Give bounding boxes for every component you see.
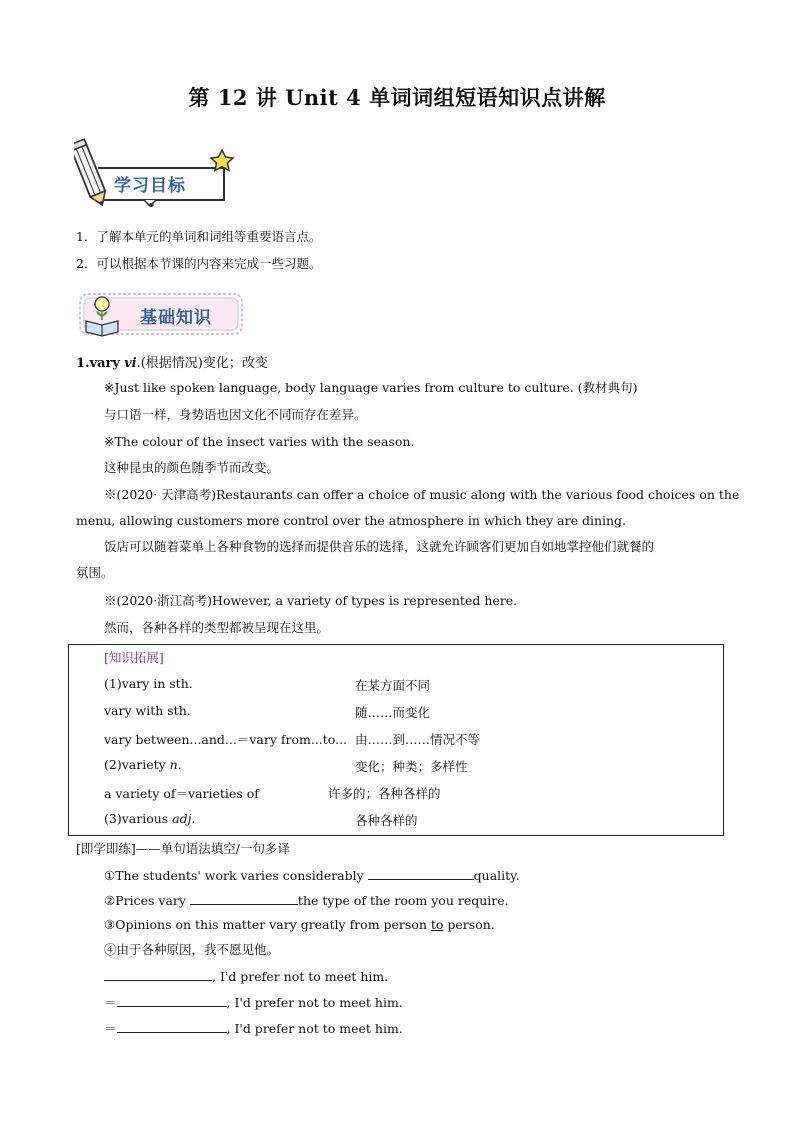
extension-meaning: 各种各样的	[355, 813, 418, 828]
translation-3	[104, 1020, 403, 1037]
example-zh: 然而，各种各样的类型都被呈现在这里。	[104, 620, 330, 635]
translation-2	[104, 994, 403, 1011]
goals-badge	[74, 138, 244, 210]
extension-phrase: (1)vary in sth.	[104, 676, 193, 691]
practice-q4: ④由于各种原因，我不愿见他。	[104, 942, 280, 957]
extension-meaning: 许多的；各种各样的	[328, 786, 441, 801]
example-en: ※Just like spoken language, body language varies from culture to culture. (教材典句)	[104, 380, 638, 395]
basics-badge	[76, 290, 246, 340]
q3-answer: to	[430, 917, 444, 932]
q1-text: ①The students' work varies considerably	[104, 868, 364, 883]
q1-tail: quality.	[473, 868, 520, 883]
extension-phrase	[104, 811, 196, 826]
translation-3-blank[interactable]	[117, 1020, 227, 1033]
equals-sign: ＝	[104, 1021, 117, 1036]
practice-title: [即学即练]——单句语法填空/一句多译	[76, 841, 290, 856]
example-en: ※(2020·浙江高考)However, a variety of types is represented here.	[104, 593, 518, 608]
translation-3-tail: , I'd prefer not to meet him.	[226, 1021, 403, 1036]
extension-phrase: a variety of＝varieties of	[104, 786, 259, 801]
extension-period: .	[177, 757, 182, 772]
goal-item: 2．可以根据本节课的内容来完成一些习题。	[76, 256, 322, 271]
q3-tail: person.	[443, 917, 495, 932]
basics-badge-label: 基础知识	[140, 308, 212, 328]
example-en: ※(2020· 天津高考)Restaurants can offer a choice of music along with the various food choices on the	[104, 487, 740, 502]
q1-blank[interactable]	[368, 867, 474, 880]
extension-meaning: 由……到……情况不等	[355, 732, 481, 747]
vocab-definition: .(根据情况)变化；改变	[136, 356, 268, 371]
extension-title: [知识拓展]	[104, 650, 164, 665]
extension-meaning: 随……而变化	[355, 705, 431, 720]
practice-q3	[104, 917, 495, 933]
example-en-cont: menu, allowing customers more control over the atmosphere in which they are dining.	[76, 513, 627, 528]
q3-text: ③Opinions on this matter vary greatly from person	[104, 917, 431, 932]
translation-2-blank[interactable]	[117, 994, 227, 1007]
example-zh: 饭店可以随着菜单上各种食物的选择而提供音乐的选择，这就允许顾客们更加自如地掌控他们就餐的	[104, 539, 655, 554]
vocab-word: 1.vary	[76, 356, 120, 371]
vocab-pos: vi	[124, 356, 137, 371]
practice-q2	[104, 892, 509, 909]
extension-word: (2)variety	[104, 757, 170, 772]
goals-badge-label: 学习目标	[114, 176, 186, 196]
equals-sign: ＝	[104, 995, 117, 1010]
page-title: 第 12 讲 Unit 4 单词词组短语知识点讲解	[188, 85, 606, 110]
q2-tail: the type of the room you require.	[297, 893, 509, 908]
extension-word: (3)various	[104, 811, 173, 826]
translation-1-blank[interactable]	[104, 968, 212, 981]
translation-1	[104, 968, 388, 985]
extension-period: .	[191, 811, 196, 826]
example-en: ※The colour of the insect varies with the season.	[104, 434, 415, 449]
example-zh-cont: 氛围。	[76, 565, 114, 580]
translation-1-tail: , I'd prefer not to meet him.	[212, 969, 389, 984]
q2-text: ②Prices vary	[104, 893, 186, 908]
example-zh: 与口语一样，身势语也因文化不同而存在差异。	[104, 407, 367, 422]
translation-2-tail: , I'd prefer not to meet him.	[226, 995, 403, 1010]
extension-pos: n	[169, 757, 178, 772]
vocab-heading	[76, 352, 268, 371]
extension-phrase: vary between...and...＝vary from...to...	[104, 732, 348, 747]
extension-meaning: 在某方面不同	[355, 678, 431, 693]
goal-item: 1．了解本单元的单词和词组等重要语言点。	[76, 229, 322, 244]
example-zh: 这种昆虫的颜色随季节而改变。	[104, 460, 280, 475]
extension-phrase: vary with sth.	[104, 703, 191, 718]
practice-q1	[104, 867, 520, 884]
extension-phrase	[104, 757, 182, 772]
extension-meaning: 变化；种类；多样性	[355, 759, 468, 774]
q2-blank[interactable]	[190, 892, 298, 905]
extension-pos: adj	[172, 811, 192, 826]
